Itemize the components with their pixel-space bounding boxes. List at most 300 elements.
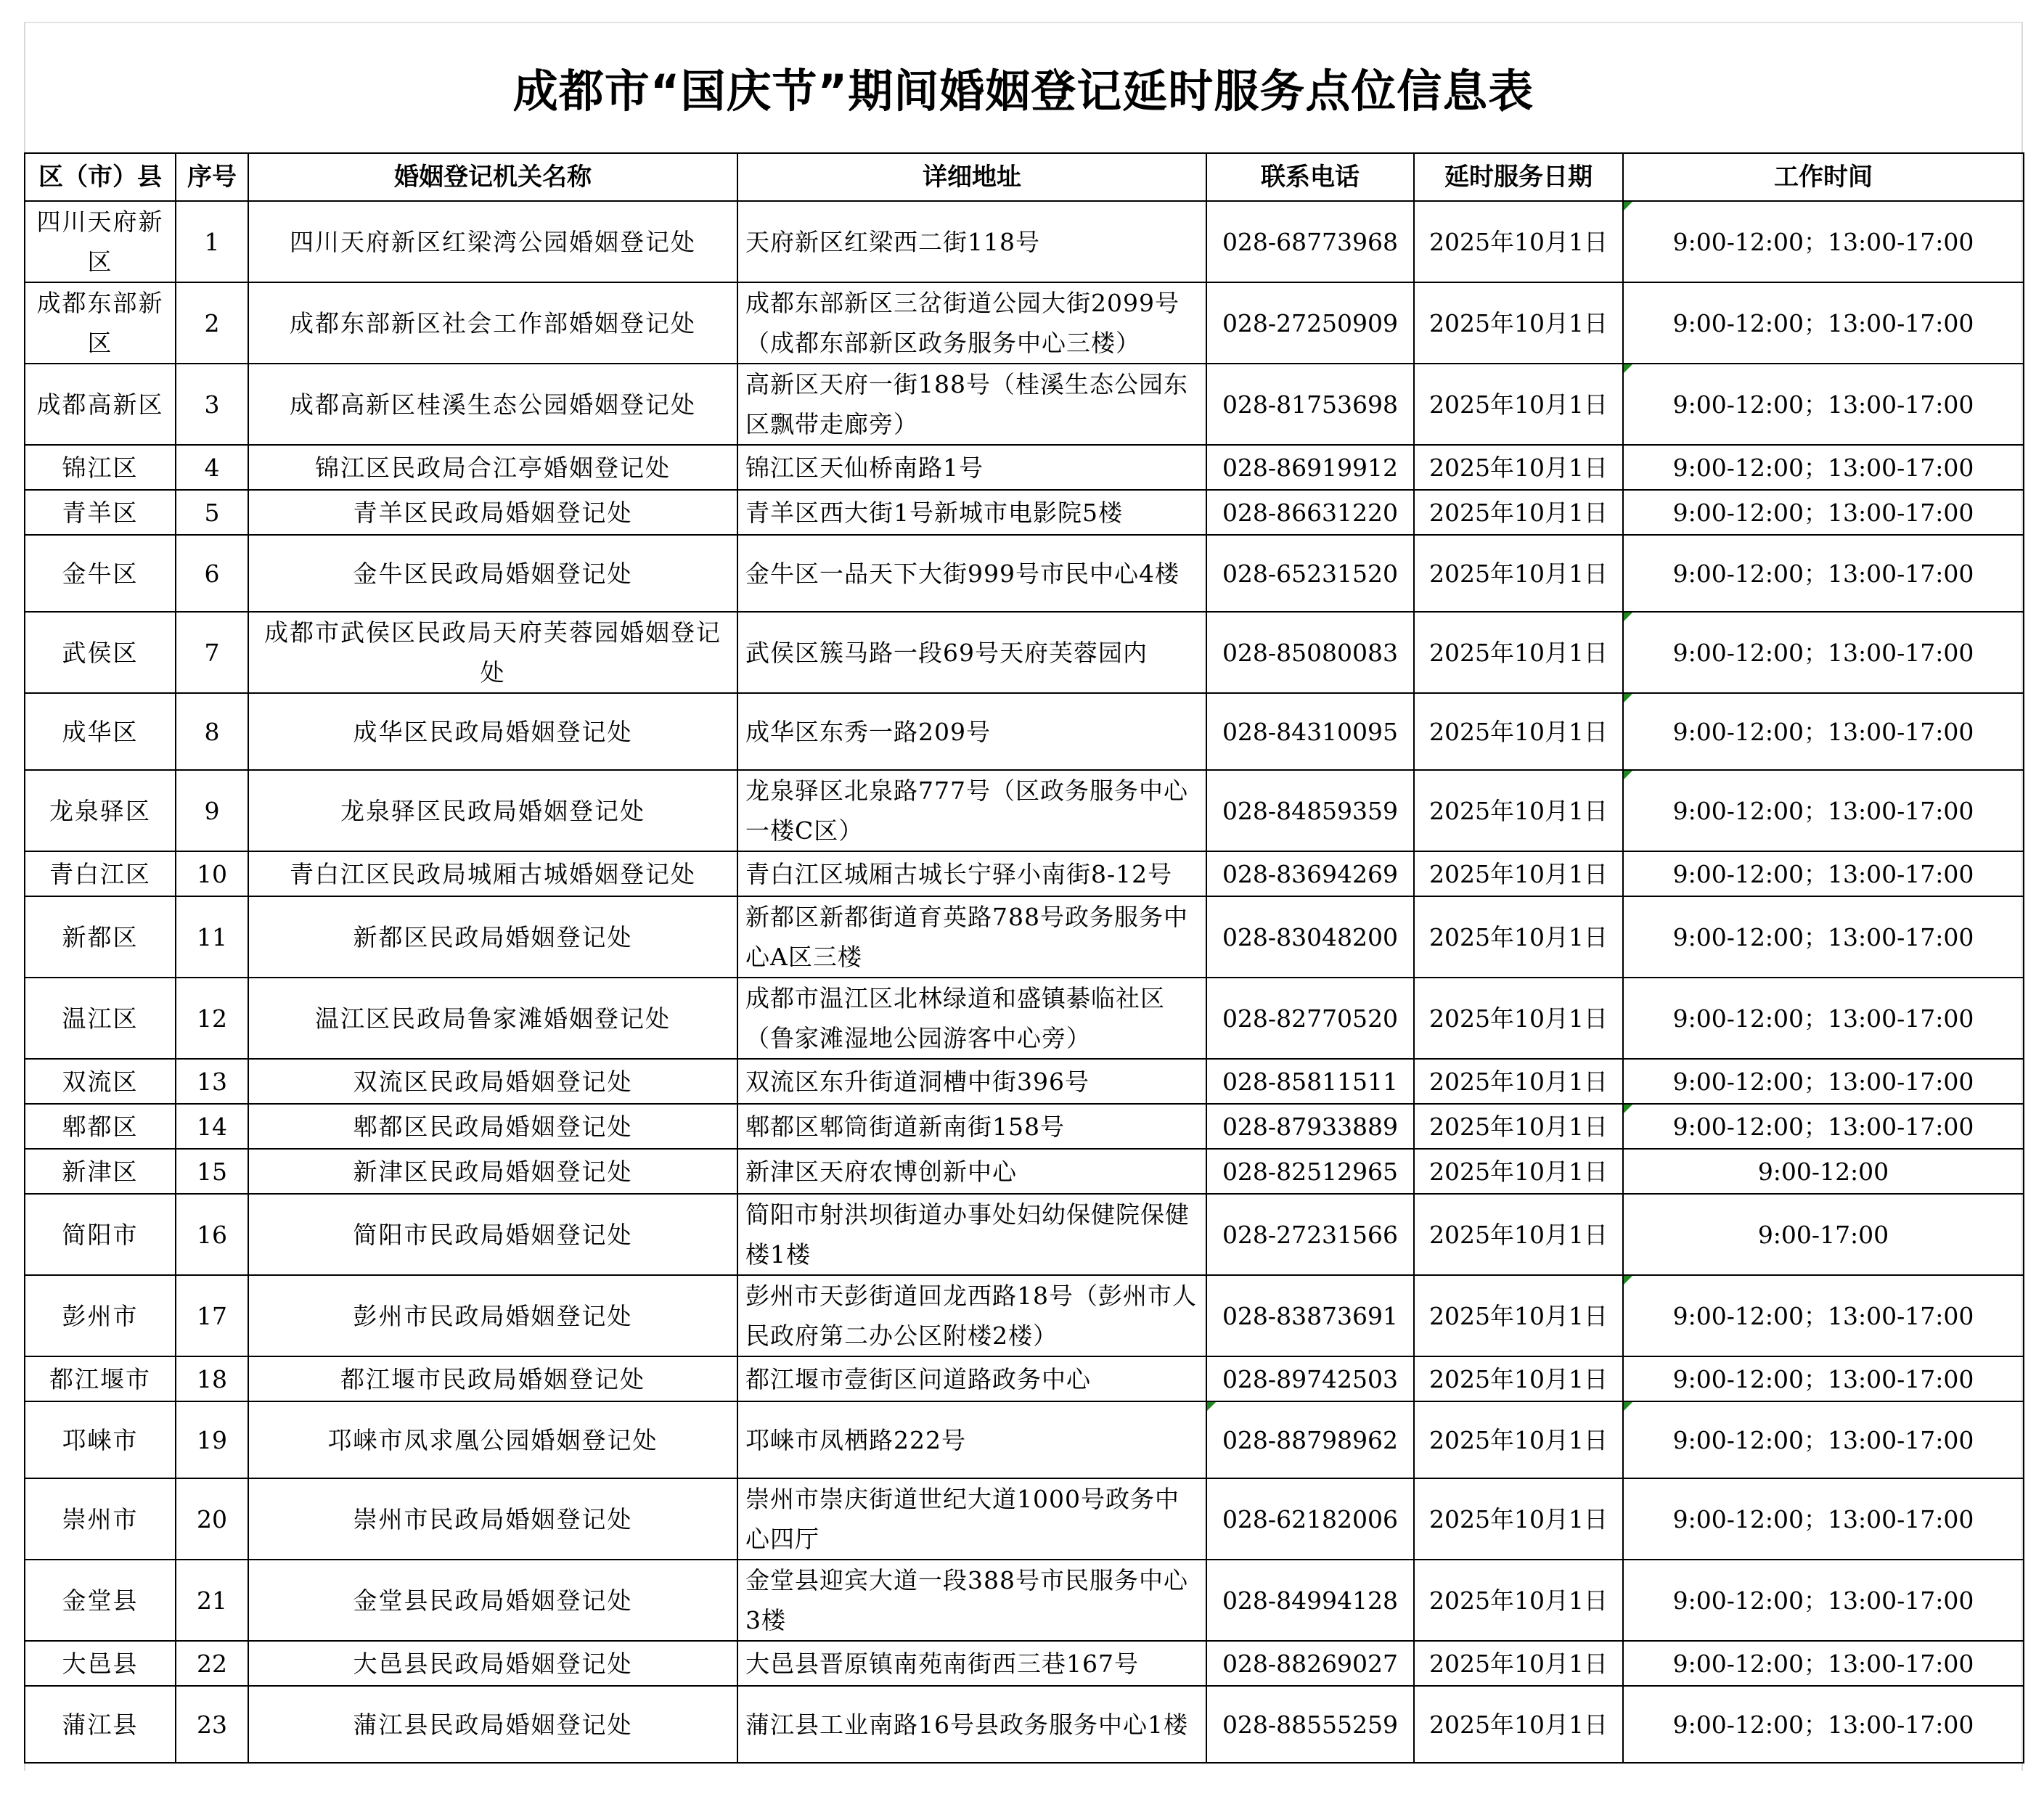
cell-hours-text: 9:00-12:00；13:00-17:00 xyxy=(1672,796,1974,825)
cell-seq-text: 13 xyxy=(197,1067,227,1096)
cell-date-text: 2025年10月1日 xyxy=(1429,390,1608,419)
cell-district xyxy=(25,1059,176,1104)
table-row xyxy=(25,896,2024,978)
cell-phone-text: 028-82512965 xyxy=(1222,1157,1399,1186)
cell-name-text: 温江区民政局鲁家滩婚姻登记处 xyxy=(315,1004,671,1033)
cell-seq xyxy=(176,1149,248,1194)
table-row xyxy=(25,445,2024,490)
cell-district-text: 金牛区 xyxy=(62,559,139,588)
cell-name xyxy=(248,1686,737,1763)
cell-seq xyxy=(176,1401,248,1478)
cell-seq xyxy=(176,978,248,1059)
cell-name xyxy=(248,1194,737,1275)
header-hours: 工作时间 xyxy=(1623,153,2024,201)
table-row xyxy=(25,1641,2024,1686)
cell-phone-text: 028-65231520 xyxy=(1222,559,1399,588)
cell-address xyxy=(737,1275,1206,1356)
cell-phone xyxy=(1206,535,1414,612)
cell-seq xyxy=(176,851,248,896)
cell-hours xyxy=(1623,1149,2024,1194)
cell-phone xyxy=(1206,1104,1414,1149)
cell-hours xyxy=(1623,282,2024,364)
cell-date xyxy=(1414,1104,1623,1149)
cell-phone-text: 028-89742503 xyxy=(1222,1364,1399,1393)
cell-phone-text: 028-84310095 xyxy=(1222,717,1399,746)
cell-district-text: 新都区 xyxy=(62,922,139,951)
cell-seq xyxy=(176,1478,248,1560)
cell-date-text: 2025年10月1日 xyxy=(1429,1112,1608,1141)
cell-seq xyxy=(176,693,248,770)
cell-date-text: 2025年10月1日 xyxy=(1429,559,1608,588)
cell-district xyxy=(25,201,176,282)
cell-address-text: 彭州市天彭街道回龙西路18号（彭州市人民政府第二办公区附楼2楼） xyxy=(745,1282,1197,1350)
comment-marker-icon xyxy=(1623,1401,1634,1412)
cell-date-text: 2025年10月1日 xyxy=(1429,308,1608,337)
cell-seq-text: 18 xyxy=(197,1364,227,1393)
cell-hours xyxy=(1623,770,2024,851)
cell-seq-text: 5 xyxy=(204,498,220,527)
cell-phone-text: 028-86631220 xyxy=(1222,498,1399,527)
cell-address xyxy=(737,1194,1206,1275)
cell-district-text: 成都高新区 xyxy=(36,390,164,419)
cell-phone xyxy=(1206,693,1414,770)
cell-phone xyxy=(1206,1356,1414,1401)
service-points-table xyxy=(24,152,2024,1764)
cell-seq xyxy=(176,1686,248,1763)
cell-phone xyxy=(1206,896,1414,978)
cell-hours-text: 9:00-12:00；13:00-17:00 xyxy=(1672,1710,1974,1739)
cell-phone xyxy=(1206,851,1414,896)
cell-hours xyxy=(1623,978,2024,1059)
header-name: 婚姻登记机关名称 xyxy=(248,153,737,201)
cell-date-text: 2025年10月1日 xyxy=(1429,796,1608,825)
header-date: 延时服务日期 xyxy=(1414,153,1623,201)
cell-hours xyxy=(1623,1059,2024,1104)
cell-district xyxy=(25,612,176,693)
cell-hours-text: 9:00-12:00；13:00-17:00 xyxy=(1672,498,1974,527)
header-district: 区（市）县 xyxy=(25,153,176,201)
table-row xyxy=(25,1686,2024,1763)
cell-address-text: 简阳市射洪坝街道办事处妇幼保健院保健楼1楼 xyxy=(745,1200,1190,1269)
cell-date-text: 2025年10月1日 xyxy=(1429,1067,1608,1096)
cell-name-text: 金堂县民政局婚姻登记处 xyxy=(353,1586,633,1615)
cell-name xyxy=(248,1401,737,1478)
cell-phone xyxy=(1206,1059,1414,1104)
cell-name xyxy=(248,693,737,770)
table-row xyxy=(25,1059,2024,1104)
cell-name xyxy=(248,1560,737,1641)
cell-district-text: 简阳市 xyxy=(62,1220,139,1249)
cell-name xyxy=(248,1641,737,1686)
cell-name xyxy=(248,612,737,693)
cell-name-text: 成都高新区桂溪生态公园婚姻登记处 xyxy=(290,390,696,419)
cell-phone-text: 028-62182006 xyxy=(1222,1504,1399,1533)
cell-seq xyxy=(176,364,248,445)
cell-phone xyxy=(1206,978,1414,1059)
cell-address-text: 新津区天府农博创新中心 xyxy=(745,1157,1017,1186)
comment-marker-icon xyxy=(1623,201,1634,212)
cell-seq-text: 15 xyxy=(197,1157,227,1186)
cell-hours-text: 9:00-12:00；13:00-17:00 xyxy=(1672,1364,1974,1393)
cell-date-text: 2025年10月1日 xyxy=(1429,1649,1608,1678)
table-row xyxy=(25,490,2024,535)
cell-phone-text: 028-27231566 xyxy=(1222,1220,1399,1249)
cell-hours-text: 9:00-12:00；13:00-17:00 xyxy=(1672,1067,1974,1096)
cell-district-text: 青白江区 xyxy=(49,859,151,888)
cell-name-text: 青白江区民政局城厢古城婚姻登记处 xyxy=(290,859,696,888)
cell-date-text: 2025年10月1日 xyxy=(1429,227,1608,256)
cell-hours xyxy=(1623,1478,2024,1560)
cell-address-text: 天府新区红梁西二街118号 xyxy=(745,227,1040,256)
cell-address xyxy=(737,896,1206,978)
cell-address-text: 新都区新都街道育英路788号政务服务中心A区三楼 xyxy=(745,903,1188,971)
table-row xyxy=(25,978,2024,1059)
cell-address-text: 锦江区天仙桥南路1号 xyxy=(745,453,984,482)
cell-phone xyxy=(1206,1275,1414,1356)
cell-district xyxy=(25,1149,176,1194)
cell-name-text: 都江堰市民政局婚姻登记处 xyxy=(340,1364,645,1393)
cell-address xyxy=(737,364,1206,445)
cell-hours-text: 9:00-12:00；13:00-17:00 xyxy=(1672,922,1974,951)
cell-name-text: 蒲江县民政局婚姻登记处 xyxy=(353,1710,633,1739)
cell-date xyxy=(1414,282,1623,364)
cell-hours-text: 9:00-12:00；13:00-17:00 xyxy=(1672,1586,1974,1615)
cell-date xyxy=(1414,490,1623,535)
cell-hours xyxy=(1623,201,2024,282)
cell-seq xyxy=(176,1194,248,1275)
cell-district-text: 郫都区 xyxy=(62,1112,139,1141)
cell-name-text: 金牛区民政局婚姻登记处 xyxy=(353,559,633,588)
cell-district xyxy=(25,1560,176,1641)
cell-phone-text: 028-83048200 xyxy=(1222,922,1399,951)
cell-address-text: 都江堰市壹街区问道路政务中心 xyxy=(745,1364,1091,1393)
table-row xyxy=(25,1401,2024,1478)
cell-hours xyxy=(1623,693,2024,770)
table-row xyxy=(25,282,2024,364)
cell-district-text: 青羊区 xyxy=(62,498,139,527)
cell-phone-text: 028-88555259 xyxy=(1222,1710,1399,1739)
cell-address xyxy=(737,1686,1206,1763)
cell-seq-text: 4 xyxy=(204,453,220,482)
cell-district-text: 彭州市 xyxy=(62,1301,139,1330)
cell-name xyxy=(248,1104,737,1149)
cell-address-text: 崇州市崇庆街道世纪大道1000号政务中心四厅 xyxy=(745,1485,1180,1553)
cell-district-text: 成华区 xyxy=(62,717,139,746)
cell-date-text: 2025年10月1日 xyxy=(1429,1504,1608,1533)
cell-seq xyxy=(176,612,248,693)
cell-phone-text: 028-85811511 xyxy=(1222,1067,1399,1096)
cell-district-text: 双流区 xyxy=(62,1067,139,1096)
cell-phone xyxy=(1206,1686,1414,1763)
cell-address xyxy=(737,1149,1206,1194)
cell-seq-text: 23 xyxy=(197,1710,227,1739)
cell-hours xyxy=(1623,490,2024,535)
cell-name-text: 崇州市民政局婚姻登记处 xyxy=(353,1504,633,1533)
cell-name xyxy=(248,1275,737,1356)
cell-address xyxy=(737,201,1206,282)
cell-seq-text: 8 xyxy=(204,717,220,746)
cell-hours xyxy=(1623,851,2024,896)
cell-hours xyxy=(1623,1686,2024,1763)
cell-hours-text: 9:00-12:00；13:00-17:00 xyxy=(1672,1649,1974,1678)
cell-hours-text: 9:00-12:00；13:00-17:00 xyxy=(1672,559,1974,588)
cell-district-text: 金堂县 xyxy=(62,1586,139,1615)
cell-address-text: 金堂县迎宾大道一段388号市民服务中心3楼 xyxy=(745,1566,1188,1634)
cell-district-text: 邛崃市 xyxy=(62,1425,139,1454)
header-phone: 联系电话 xyxy=(1206,153,1414,201)
cell-name-text: 青羊区民政局婚姻登记处 xyxy=(353,498,633,527)
cell-name xyxy=(248,1059,737,1104)
cell-phone xyxy=(1206,1149,1414,1194)
table-row xyxy=(25,612,2024,693)
table-row xyxy=(25,364,2024,445)
cell-phone xyxy=(1206,282,1414,364)
cell-district-text: 成都东部新区 xyxy=(36,289,164,357)
table-row xyxy=(25,1104,2024,1149)
table-row xyxy=(25,770,2024,851)
cell-name-text: 锦江区民政局合江亭婚姻登记处 xyxy=(315,453,671,482)
table-row xyxy=(25,1275,2024,1356)
cell-phone xyxy=(1206,1641,1414,1686)
table-row xyxy=(25,1560,2024,1641)
cell-hours xyxy=(1623,612,2024,693)
cell-phone-text: 028-81753698 xyxy=(1222,390,1399,419)
cell-seq xyxy=(176,282,248,364)
cell-date xyxy=(1414,1059,1623,1104)
cell-date xyxy=(1414,364,1623,445)
cell-district xyxy=(25,535,176,612)
cell-district-text: 新津区 xyxy=(62,1157,139,1186)
cell-address xyxy=(737,978,1206,1059)
table-row xyxy=(25,1149,2024,1194)
cell-address xyxy=(737,1059,1206,1104)
header-seq: 序号 xyxy=(176,153,248,201)
cell-name xyxy=(248,490,737,535)
cell-date xyxy=(1414,1275,1623,1356)
cell-hours xyxy=(1623,1641,2024,1686)
cell-name xyxy=(248,1478,737,1560)
cell-hours xyxy=(1623,896,2024,978)
cell-district xyxy=(25,1356,176,1401)
cell-phone-text: 028-87933889 xyxy=(1222,1112,1399,1141)
cell-phone-text: 028-83694269 xyxy=(1222,859,1399,888)
cell-hours-text: 9:00-12:00；13:00-17:00 xyxy=(1672,1004,1974,1033)
cell-seq xyxy=(176,1560,248,1641)
cell-date-text: 2025年10月1日 xyxy=(1429,498,1608,527)
cell-seq xyxy=(176,490,248,535)
cell-address-text: 大邑县晋原镇南苑南街西三巷167号 xyxy=(745,1649,1139,1678)
cell-district xyxy=(25,693,176,770)
cell-date xyxy=(1414,978,1623,1059)
cell-phone xyxy=(1206,1401,1414,1478)
cell-seq-text: 2 xyxy=(204,308,220,337)
cell-name-text: 成都东部新区社会工作部婚姻登记处 xyxy=(290,308,696,337)
cell-hours xyxy=(1623,364,2024,445)
table-row xyxy=(25,1356,2024,1401)
cell-phone-text: 028-68773968 xyxy=(1222,227,1399,256)
cell-phone-text: 028-83873691 xyxy=(1222,1301,1399,1330)
cell-hours-text: 9:00-12:00；13:00-17:00 xyxy=(1672,1301,1974,1330)
cell-seq-text: 20 xyxy=(197,1504,227,1533)
cell-date xyxy=(1414,1641,1623,1686)
cell-name xyxy=(248,201,737,282)
cell-phone-text: 028-84994128 xyxy=(1222,1586,1399,1615)
cell-date xyxy=(1414,851,1623,896)
cell-hours xyxy=(1623,445,2024,490)
cell-phone xyxy=(1206,201,1414,282)
cell-district xyxy=(25,282,176,364)
cell-phone-text: 028-27250909 xyxy=(1222,308,1399,337)
cell-name xyxy=(248,282,737,364)
cell-seq-text: 21 xyxy=(197,1586,227,1615)
cell-name-text: 大邑县民政局婚姻登记处 xyxy=(353,1649,633,1678)
cell-address xyxy=(737,693,1206,770)
cell-district-text: 武侯区 xyxy=(62,638,139,667)
comment-marker-icon xyxy=(1206,1401,1217,1412)
cell-date-text: 2025年10月1日 xyxy=(1429,1364,1608,1393)
cell-hours-text: 9:00-12:00；13:00-17:00 xyxy=(1672,859,1974,888)
cell-address xyxy=(737,612,1206,693)
cell-address xyxy=(737,851,1206,896)
table-row xyxy=(25,1194,2024,1275)
cell-phone-text: 028-84859359 xyxy=(1222,796,1399,825)
cell-phone-text: 028-88269027 xyxy=(1222,1649,1399,1678)
cell-date xyxy=(1414,1560,1623,1641)
cell-seq-text: 12 xyxy=(197,1004,227,1033)
cell-date xyxy=(1414,1149,1623,1194)
cell-name xyxy=(248,851,737,896)
cell-address-text: 金牛区一品天下大街999号市民中心4楼 xyxy=(745,559,1180,588)
cell-seq-text: 6 xyxy=(204,559,220,588)
cell-hours-text: 9:00-12:00；13:00-17:00 xyxy=(1672,308,1974,337)
table-row xyxy=(25,535,2024,612)
cell-name xyxy=(248,1149,737,1194)
cell-address-text: 邛崃市凤栖路222号 xyxy=(745,1425,966,1454)
cell-district-text: 都江堰市 xyxy=(49,1364,151,1393)
cell-seq-text: 3 xyxy=(204,390,220,419)
cell-district xyxy=(25,490,176,535)
cell-seq-text: 11 xyxy=(197,922,227,951)
cell-date xyxy=(1414,693,1623,770)
cell-address-text: 龙泉驿区北泉路777号（区政务服务中心一楼C区） xyxy=(745,777,1188,845)
cell-date-text: 2025年10月1日 xyxy=(1429,922,1608,951)
cell-hours xyxy=(1623,1104,2024,1149)
cell-address xyxy=(737,490,1206,535)
cell-seq-text: 10 xyxy=(197,859,227,888)
cell-district xyxy=(25,1401,176,1478)
cell-district-text: 龙泉驿区 xyxy=(49,796,151,825)
cell-hours-text: 9:00-12:00；13:00-17:00 xyxy=(1672,638,1974,667)
cell-date xyxy=(1414,535,1623,612)
cell-address xyxy=(737,282,1206,364)
table-row xyxy=(25,201,2024,282)
cell-phone xyxy=(1206,770,1414,851)
cell-date xyxy=(1414,1686,1623,1763)
cell-date-text: 2025年10月1日 xyxy=(1429,717,1608,746)
cell-phone xyxy=(1206,1560,1414,1641)
cell-seq-text: 9 xyxy=(204,796,220,825)
cell-address-text: 双流区东升街道洞槽中街396号 xyxy=(745,1067,1090,1096)
cell-district xyxy=(25,1478,176,1560)
cell-name-text: 郫都区民政局婚姻登记处 xyxy=(353,1112,633,1141)
cell-name-text: 成都市武侯区民政局天府芙蓉园婚姻登记处 xyxy=(264,618,721,687)
cell-date xyxy=(1414,1478,1623,1560)
cell-phone-text: 028-82770520 xyxy=(1222,1004,1399,1033)
cell-address xyxy=(737,1401,1206,1478)
header-address: 详细地址 xyxy=(737,153,1206,201)
cell-district xyxy=(25,978,176,1059)
cell-date xyxy=(1414,201,1623,282)
document-title: 成都市“国庆节”期间婚姻登记延时服务点位信息表 xyxy=(512,64,1534,118)
cell-date-text: 2025年10月1日 xyxy=(1429,1301,1608,1330)
cell-district-text: 温江区 xyxy=(62,1004,139,1033)
cell-name xyxy=(248,535,737,612)
cell-seq xyxy=(176,201,248,282)
cell-address-text: 成华区东秀一路209号 xyxy=(745,717,991,746)
comment-marker-icon xyxy=(1623,364,1634,374)
cell-district-text: 锦江区 xyxy=(62,453,139,482)
cell-district xyxy=(25,896,176,978)
cell-phone xyxy=(1206,1478,1414,1560)
cell-address-text: 郫都区郫筒街道新南街158号 xyxy=(745,1112,1065,1141)
cell-name-text: 彭州市民政局婚姻登记处 xyxy=(353,1301,633,1330)
cell-hours-text: 9:00-12:00；13:00-17:00 xyxy=(1672,717,1974,746)
cell-seq xyxy=(176,445,248,490)
cell-date-text: 2025年10月1日 xyxy=(1429,1004,1608,1033)
cell-name-text: 新都区民政局婚姻登记处 xyxy=(353,922,633,951)
cell-date-text: 2025年10月1日 xyxy=(1429,1220,1608,1249)
cell-district xyxy=(25,1104,176,1149)
cell-phone xyxy=(1206,612,1414,693)
comment-marker-icon xyxy=(1623,1275,1634,1286)
cell-phone xyxy=(1206,445,1414,490)
cell-address-text: 成都市温江区北林绿道和盛镇綦临社区（鲁家滩湿地公园游客中心旁） xyxy=(745,984,1165,1052)
table-body xyxy=(25,201,2024,1763)
cell-date-text: 2025年10月1日 xyxy=(1429,1586,1608,1615)
cell-name xyxy=(248,364,737,445)
cell-seq-text: 16 xyxy=(197,1220,227,1249)
cell-seq xyxy=(176,1275,248,1356)
cell-name-text: 龙泉驿区民政局婚姻登记处 xyxy=(340,796,645,825)
cell-hours xyxy=(1623,1275,2024,1356)
cell-phone-text: 028-88798962 xyxy=(1222,1425,1399,1454)
cell-address-text: 蒲江县工业南路16号县政务服务中心1楼 xyxy=(745,1710,1188,1739)
cell-seq-text: 19 xyxy=(197,1425,227,1454)
table-row xyxy=(25,1478,2024,1560)
table-row xyxy=(25,693,2024,770)
cell-name xyxy=(248,1356,737,1401)
cell-hours-text: 9:00-12:00；13:00-17:00 xyxy=(1672,227,1974,256)
cell-hours-text: 9:00-12:00；13:00-17:00 xyxy=(1672,1112,1974,1141)
cell-seq-text: 17 xyxy=(197,1301,227,1330)
cell-district xyxy=(25,1194,176,1275)
cell-seq xyxy=(176,1059,248,1104)
cell-address xyxy=(737,535,1206,612)
cell-address-text: 武侯区簇马路一段69号天府芙蓉园内 xyxy=(745,638,1148,667)
cell-name xyxy=(248,770,737,851)
cell-district xyxy=(25,1641,176,1686)
cell-date xyxy=(1414,770,1623,851)
cell-seq xyxy=(176,1356,248,1401)
header-row xyxy=(25,153,2024,201)
cell-date xyxy=(1414,1401,1623,1478)
cell-hours-text: 9:00-12:00；13:00-17:00 xyxy=(1672,1504,1974,1533)
cell-name-text: 简阳市民政局婚姻登记处 xyxy=(353,1220,633,1249)
cell-address xyxy=(737,445,1206,490)
cell-phone-text: 028-85080083 xyxy=(1222,638,1399,667)
cell-hours xyxy=(1623,1194,2024,1275)
cell-seq-text: 7 xyxy=(204,638,220,667)
